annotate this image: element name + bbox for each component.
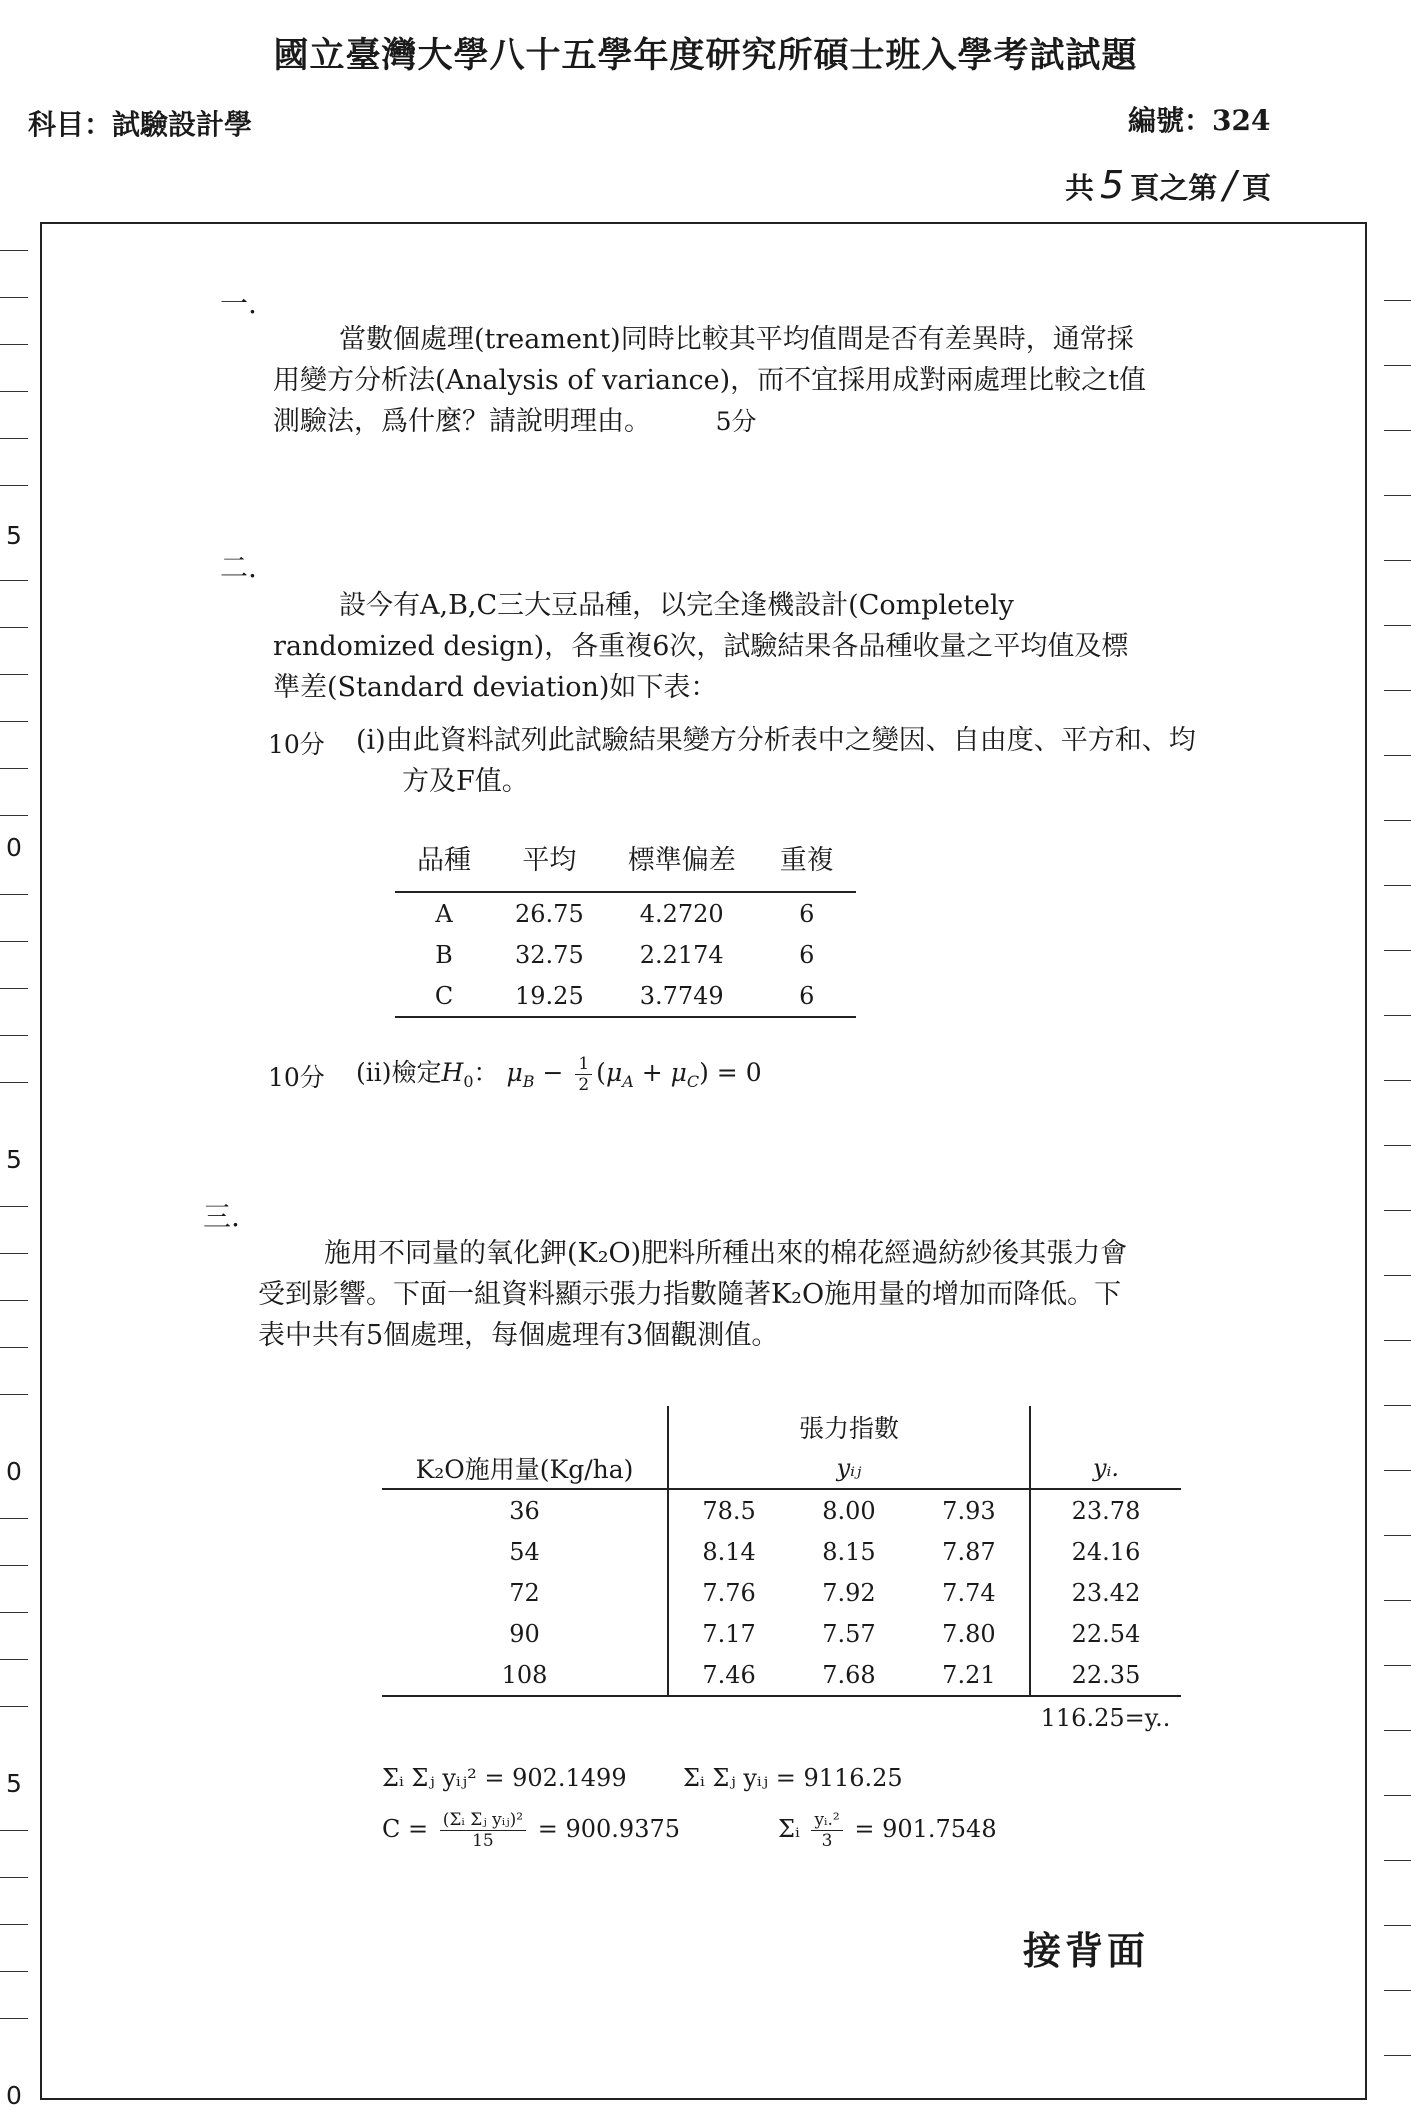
pages-suffix: 頁 (1242, 171, 1272, 205)
q2-text: 設今有A,B,C三大豆品種，以完全逢機設計(Completely randomized design)，各重複6次，試驗結果各品種收量之平均值及標準差(Standard deviation)如下表： (273, 590, 1129, 703)
ruler-tick (0, 1706, 28, 1707)
frac-num: yᵢ.² (811, 1810, 842, 1831)
q3-tension-table (382, 1406, 1181, 1738)
cell-dose: 72 (509, 1578, 540, 1607)
ruler-tick (0, 1659, 28, 1660)
formula-correction (382, 1810, 680, 1851)
page-frame (40, 222, 1367, 2100)
cell: 3.7749 (606, 975, 758, 1017)
ruler-label: 0 (6, 1457, 22, 1486)
cell: 7.80 (942, 1619, 996, 1648)
continue-on-back-note: 接背面 (1023, 1928, 1150, 1973)
ruler-tick (1384, 885, 1411, 886)
part2-label: (ii)檢定 (356, 1058, 442, 1087)
table-row (382, 1489, 1181, 1531)
frac-den: 3 (821, 1831, 833, 1851)
half-fraction (575, 1054, 592, 1095)
ruler-tick (1384, 1470, 1411, 1471)
ruler-tick (0, 1518, 28, 1519)
ruler-tick (1384, 495, 1411, 496)
cell: 26.75 (515, 899, 584, 928)
ruler-tick (1384, 300, 1411, 301)
cell: 7.21 (909, 1654, 1030, 1696)
mu-sub-b: B (522, 1072, 535, 1091)
ruler-tick (1384, 1145, 1411, 1146)
cell-dose: 90 (509, 1619, 540, 1648)
table-row (382, 1531, 1181, 1572)
frac-num: 1 (575, 1054, 592, 1075)
table-row (395, 975, 856, 1017)
ruler-tick (0, 941, 28, 942)
cell: 8.00 (822, 1496, 876, 1525)
ruler-tick (0, 1877, 28, 1878)
page-indicator (1065, 163, 1271, 207)
cell: 32.75 (515, 940, 584, 969)
cell: 6 (799, 940, 815, 969)
ruler-tick (0, 1394, 28, 1395)
exam-title: 國立臺灣大學八十五學年度研究所碩士班入學考試試題 (273, 35, 1138, 76)
cell: A (435, 899, 453, 928)
cell-dose: 54 (509, 1537, 540, 1566)
q2-part1-marks: 10分 (268, 730, 325, 759)
ruler-label: 0 (6, 833, 22, 862)
ruler-tick (0, 1971, 28, 1972)
ruler-tick (0, 485, 28, 486)
open-paren: ( (596, 1058, 606, 1087)
q2-part2-hypothesis (356, 1052, 762, 1102)
col-header-yij: yᵢⱼ (668, 1447, 1030, 1489)
close-paren-equals: ) = 0 (699, 1058, 762, 1087)
cell: 7.17 (668, 1613, 789, 1654)
ruler-tick (1384, 690, 1411, 691)
ruler-tick (0, 1347, 28, 1348)
ruler-tick (0, 1565, 28, 1566)
ruler-tick (0, 674, 28, 675)
q2-part2-marks: 10分 (268, 1063, 325, 1092)
cell: 2.2174 (639, 940, 724, 969)
ruler-tick (0, 894, 28, 895)
formula-sum-squares: Σᵢ Σⱼ yᵢⱼ² = 902.1499 (382, 1764, 627, 1792)
ruler-tick (0, 391, 28, 392)
ruler-tick (0, 1082, 28, 1083)
ruler-tick (1384, 560, 1411, 561)
cell: 78.5 (668, 1489, 789, 1531)
q2-number: 二. (220, 551, 257, 584)
cell: 19.25 (493, 975, 606, 1017)
ruler-tick (0, 344, 28, 345)
table-row (382, 1654, 1181, 1696)
cell: B (435, 940, 453, 969)
mu-sub-a: A (622, 1072, 634, 1091)
cell-total: 22.54 (1030, 1613, 1181, 1654)
pages-prefix: 共 (1065, 171, 1095, 205)
q3-number: 三. (203, 1200, 240, 1233)
ruler-tick (0, 627, 28, 628)
ruler-tick (1384, 1080, 1411, 1081)
h0-symbol: H (441, 1058, 464, 1087)
ruler-tick (1384, 1665, 1411, 1666)
subject-label: 科目：試驗設計學 (28, 108, 253, 141)
ruler-tick (0, 580, 28, 581)
plus-sign: + (641, 1058, 663, 1087)
yi-fraction (811, 1810, 842, 1851)
mu-symbol: μ (605, 1058, 623, 1087)
ruler-label: 0 (6, 2081, 22, 2110)
ruler-tick (0, 438, 28, 439)
ruler-tick (1384, 1860, 1411, 1861)
ruler-label: 5 (6, 1145, 22, 1174)
cell-total: 22.35 (1030, 1654, 1181, 1696)
cell: 4.2720 (639, 899, 724, 928)
table-row (395, 892, 856, 934)
col-header-sd: 標準偏差 (606, 832, 758, 892)
grand-total: 116.25=y.. (1040, 1703, 1171, 1732)
ruler-tick (0, 1035, 28, 1036)
cell-total: 23.42 (1030, 1572, 1181, 1613)
cell: C (395, 975, 493, 1017)
ruler-tick (1384, 1405, 1411, 1406)
ruler-tick (0, 1300, 28, 1301)
yi-value: = 901.7548 (854, 1815, 997, 1843)
ruler-tick (0, 1612, 28, 1613)
cell: 7.92 (822, 1578, 876, 1607)
c-lhs: C = (382, 1815, 429, 1843)
ruler-tick (1384, 1795, 1411, 1796)
yi-lhs: Σᵢ (778, 1815, 800, 1843)
frac-num: (Σᵢ Σⱼ yᵢⱼ)² (440, 1810, 526, 1831)
col-header-reps: 重複 (758, 832, 856, 892)
cell: 8.15 (822, 1537, 876, 1566)
ruler-tick (0, 1206, 28, 1207)
current-page: / (1223, 163, 1237, 207)
ruler-tick (0, 297, 28, 298)
frac-den: 15 (472, 1831, 494, 1851)
ruler-tick (1384, 365, 1411, 366)
cell-total: 23.78 (1030, 1489, 1181, 1531)
col-header-yi: yᵢ. (1030, 1447, 1181, 1489)
group-header-tension: 張力指數 (668, 1406, 1030, 1447)
formula-sum: Σᵢ Σⱼ yᵢⱼ = 9116.25 (683, 1764, 903, 1792)
ruler-tick (1384, 2055, 1411, 2056)
ruler-tick (1384, 1535, 1411, 1536)
h0-subscript: 0 (463, 1072, 474, 1091)
cell: 7.76 (668, 1572, 789, 1613)
q3-text: 施用不同量的氧化鉀(K₂O)肥料所種出來的棉花經過紡紗後其張力會受到影響。下面一組資料顯示張力指數隨著K₂O施用量的增加而降低。下表中共有5個處理，每個處理有3個觀測值。 (258, 1238, 1128, 1351)
cell-dose: 36 (509, 1496, 540, 1525)
minus-sign: − (542, 1058, 564, 1087)
mu-sub-c: C (686, 1072, 700, 1091)
ruler-tick (1384, 430, 1411, 431)
q1-body: 當數個處理(treament)同時比較其平均值間是否有差異時，通常採用變方分析法(Analysis of variance)，而不宜採用成對兩處理比較之t值測驗法，爲什麼？請說明理由。 (273, 324, 1147, 437)
cell: 7.87 (942, 1537, 996, 1566)
ruler-tick (1384, 1275, 1411, 1276)
ruler-tick (1384, 625, 1411, 626)
cell: 7.74 (942, 1578, 996, 1607)
ruler-tick (0, 1253, 28, 1254)
ruler-tick (1384, 1210, 1411, 1211)
ruler-tick (0, 768, 28, 769)
table-row (382, 1572, 1181, 1613)
col-header-dose: K₂O施用量(Kg/ha) (382, 1447, 668, 1489)
cell: 7.46 (668, 1654, 789, 1696)
cell: 7.57 (822, 1619, 876, 1648)
mu-symbol: μ (506, 1058, 523, 1087)
cell: 7.93 (942, 1496, 996, 1525)
ruler-tick (0, 988, 28, 989)
ruler-tick (1384, 950, 1411, 951)
c-fraction (440, 1810, 526, 1851)
cell: 6 (758, 975, 856, 1017)
formula-yi-sum (778, 1810, 997, 1851)
ruler-tick (0, 2018, 28, 2019)
ruler-tick (1384, 1600, 1411, 1601)
mu-symbol: μ (670, 1058, 687, 1087)
h0-colon: ： (473, 1058, 499, 1087)
ruler-tick (1384, 1925, 1411, 1926)
ruler-tick (1384, 1730, 1411, 1731)
table-row (382, 1613, 1181, 1654)
col-header-variety: 品種 (395, 832, 493, 892)
frac-den: 2 (578, 1075, 590, 1095)
q1-number: 一. (220, 287, 257, 320)
q2-variety-table (395, 832, 856, 1018)
ruler-label: 5 (6, 521, 22, 550)
pages-middle: 頁之第 (1130, 171, 1218, 205)
ruler-tick (1384, 1015, 1411, 1016)
exam-code: 編號：324 (1128, 104, 1271, 137)
table-total-row (382, 1696, 1181, 1738)
cell-dose: 108 (382, 1654, 668, 1696)
ruler-tick (0, 721, 28, 722)
table-row (395, 934, 856, 975)
table-header-row (382, 1406, 1181, 1447)
cell: 8.14 (668, 1531, 789, 1572)
ruler-tick (1384, 755, 1411, 756)
table-header-row (395, 832, 856, 892)
ruler-tick (0, 1924, 28, 1925)
cell: 6 (799, 899, 815, 928)
ruler-tick (1384, 1340, 1411, 1341)
c-value: = 900.9375 (537, 1815, 681, 1843)
q2-part1-text: (i)由此資料試列此試驗結果變方分析表中之變因、自由度、平方和、均方及F值。 (356, 725, 1196, 797)
q1-text (273, 319, 1153, 442)
ruler-tick (0, 815, 28, 816)
ruler-tick (0, 1830, 28, 1831)
ruler-tick (1384, 1990, 1411, 1991)
cell-total: 24.16 (1030, 1531, 1181, 1572)
ruler-label: 5 (6, 1769, 22, 1798)
table-subheader-row (382, 1447, 1181, 1489)
cell: 7.68 (789, 1654, 909, 1696)
q1-marks: 5分 (715, 407, 757, 436)
ruler-tick (0, 250, 28, 251)
total-pages: 5 (1100, 163, 1125, 207)
ruler-tick (1384, 820, 1411, 821)
col-header-mean: 平均 (493, 832, 606, 892)
